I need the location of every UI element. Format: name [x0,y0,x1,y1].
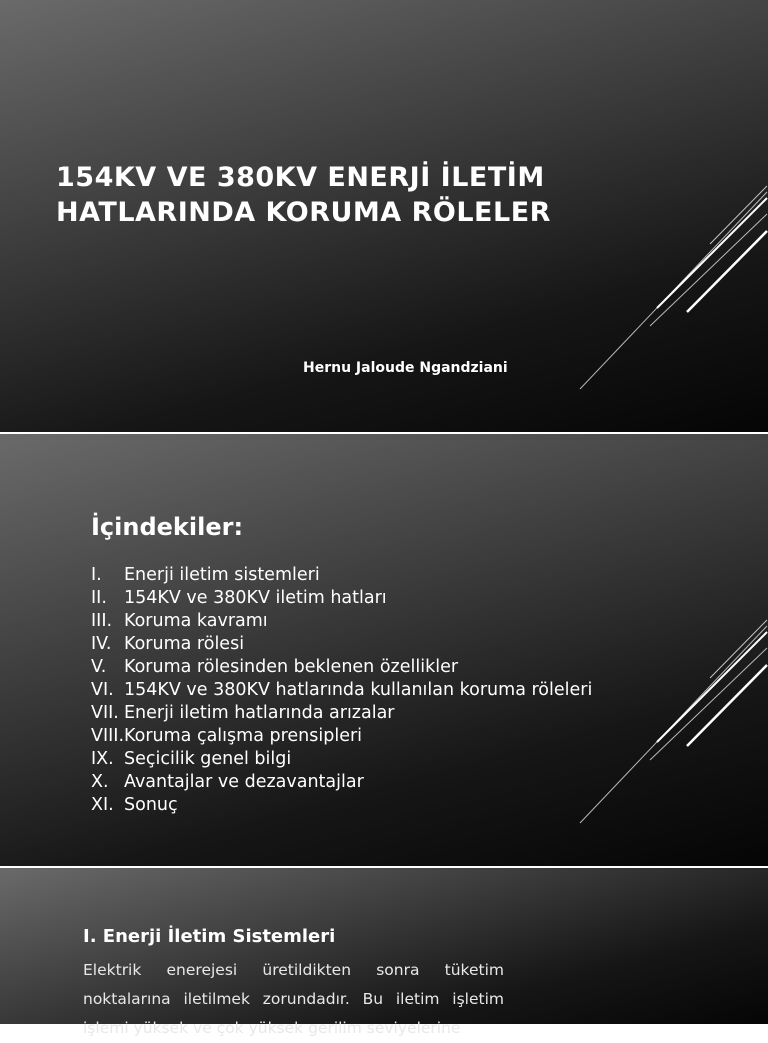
list-item [91,771,592,794]
author-name: Hernu Jaloude Ngandziani [303,360,508,376]
section-body-text: Elektrik enerejesi üretildikten sonra tüketim noktalarına iletilmek zorundadır. Bu iletim işletim işlemi yüksek ve çok yüksek gerilim seviyelerine [83,961,504,1037]
item-number: IX. [91,749,114,769]
list-item [91,656,592,679]
list-item [91,564,592,587]
list-item [91,587,592,610]
title-slide [0,0,768,432]
item-label: Enerji iletim sistemleri [124,565,320,585]
item-number: I. [91,565,102,585]
list-item [91,748,592,771]
item-label: Koruma rölesi [124,634,245,654]
contents-heading: İçindekiler: [91,513,244,541]
contents-list [91,564,592,817]
title-line-1: 154KV VE 380KV ENERJİ İLETİM [56,162,545,193]
contents-slide [0,434,768,866]
list-item [91,679,592,702]
item-label: Seçicilik genel bilgi [124,749,292,769]
title-line-2: HATLARINDA KORUMA RÖLELER [56,197,551,228]
item-label: 154KV ve 380KV hatlarında kullanılan koruma röleleri [124,680,593,700]
item-label: Avantajlar ve dezavantajlar [124,772,364,792]
item-number: II. [91,588,107,608]
list-item [91,610,592,633]
item-label: Koruma çalışma prensipleri [124,726,363,746]
item-label: Koruma rölesinden beklenen özellikler [124,657,459,677]
list-item [91,633,592,656]
item-number: XI. [91,795,114,815]
item-label: Sonuç [124,795,178,815]
item-number: IV. [91,634,112,654]
item-label: 154KV ve 380KV iletim hatları [124,588,387,608]
section-heading: I. Enerji İletim Sistemleri [83,926,336,947]
section-slide [0,868,768,1037]
item-label: Enerji iletim hatlarında arızalar [124,703,395,723]
item-number: VIII. [91,726,125,746]
item-label: Koruma kavramı [124,611,268,631]
item-number: VI. [91,680,114,700]
list-item [91,794,592,817]
item-number: X. [91,772,109,792]
presentation-title [56,160,676,230]
item-number: VII. [91,703,119,723]
list-item [91,702,592,725]
item-number: III. [91,611,113,631]
item-number: V. [91,657,107,677]
list-item [91,725,592,748]
